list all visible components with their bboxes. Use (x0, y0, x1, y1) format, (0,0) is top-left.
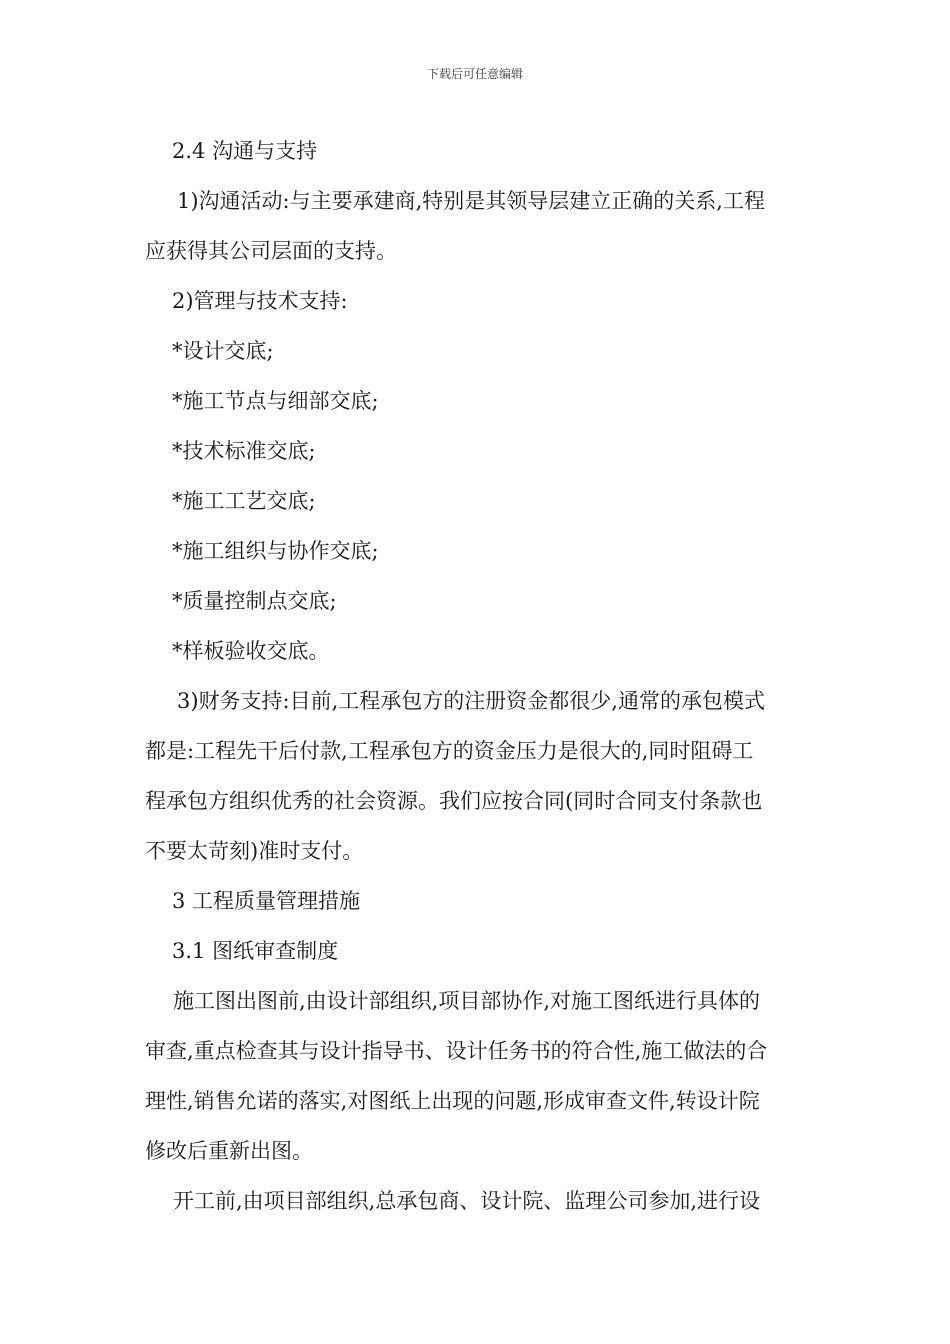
paragraph-line: 审查,重点检查其与设计指导书、设计任务书的符合性,施工做法的合 (145, 1039, 768, 1063)
paragraph-line: 不要太苛刻)准时支付。 (145, 839, 364, 863)
list-item: *质量控制点交底; (172, 589, 337, 613)
paragraph-line: 都是:工程先干后付款,工程承包方的资金压力是很大的,同时阻碍工 (145, 739, 754, 763)
paragraph-line: 2)管理与技术支持: (172, 289, 348, 313)
paragraph-line: 1)沟通活动:与主要承建商,特别是其领导层建立正确的关系,工程 (177, 189, 765, 213)
paragraph-line: 施工图出图前,由设计部组织,项目部协作,对施工图纸进行具体的 (173, 989, 761, 1013)
document-body (145, 126, 807, 1226)
paragraph-line: 理性,销售允诺的落实,对图纸上出现的问题,形成审查文件,转设计院 (145, 1089, 760, 1113)
paragraph-line: 应获得其公司层面的支持。 (145, 239, 397, 263)
list-item: *样板验收交底。 (172, 639, 330, 663)
section-heading-2-4: 2.4 沟通与支持 (172, 139, 318, 163)
section-heading-3-1: 3.1 图纸审查制度 (172, 939, 339, 963)
list-item: *施工工艺交底; (172, 489, 316, 513)
paragraph-line: 3)财务支持:目前,工程承包方的注册资金都很少,通常的承包模式 (177, 689, 765, 713)
list-item: *设计交底; (172, 339, 274, 363)
list-item: *施工组织与协作交底; (172, 539, 379, 563)
list-item: *技术标准交底; (172, 439, 316, 463)
paragraph-line: 修改后重新出图。 (145, 1139, 313, 1163)
list-item: *施工节点与细部交底; (172, 389, 379, 413)
paragraph-line: 开工前,由项目部组织,总承包商、设计院、监理公司参加,进行设 (173, 1189, 761, 1213)
section-heading-3: 3 工程质量管理措施 (172, 889, 361, 913)
paragraph-line: 程承包方组织优秀的社会资源。我们应按合同(同时合同支付条款也 (145, 789, 763, 813)
page-header-note: 下载后可任意编辑 (426, 67, 523, 81)
